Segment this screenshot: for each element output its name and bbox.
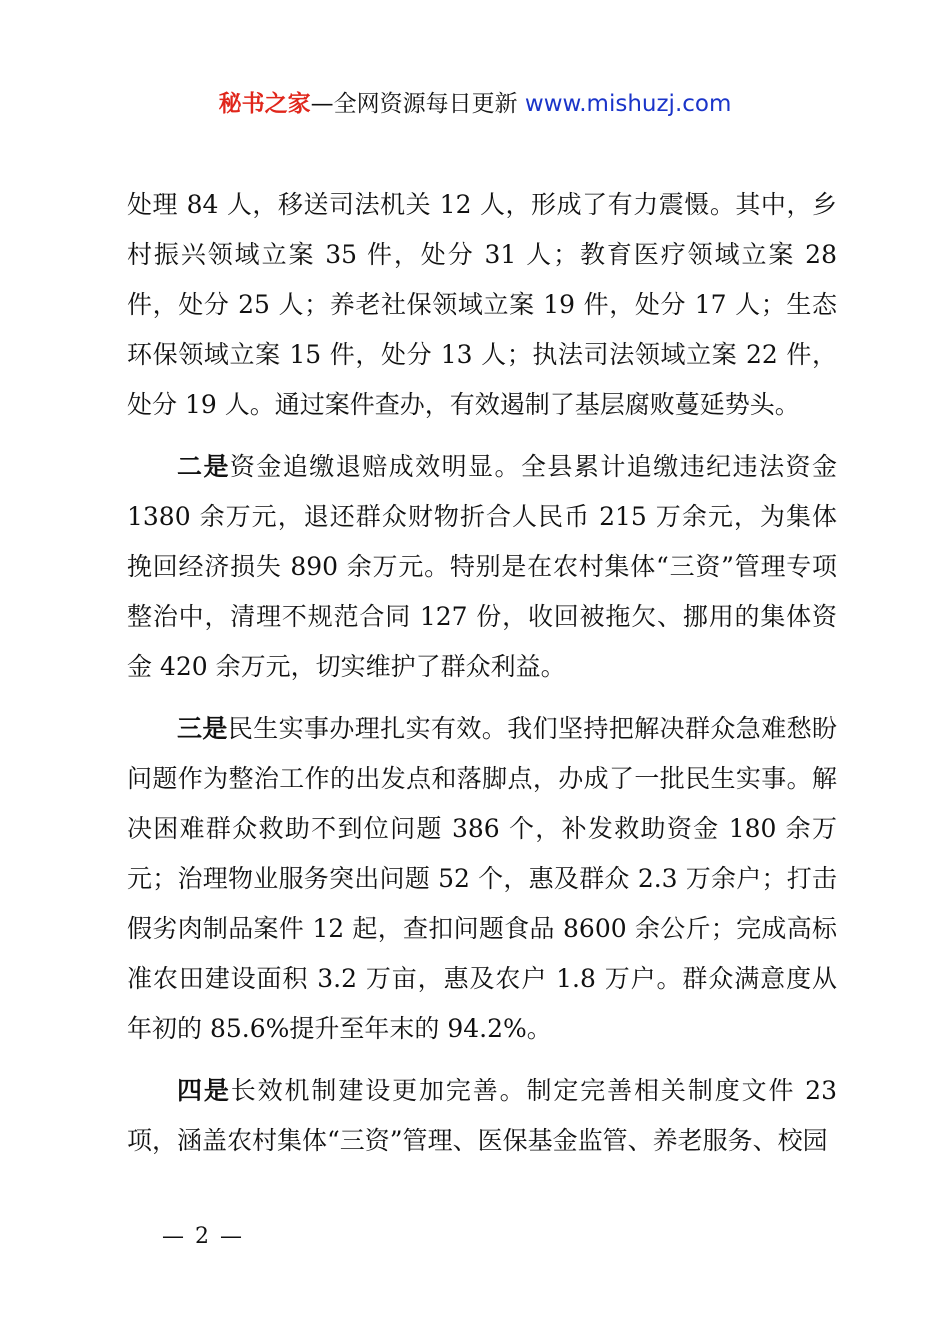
header-brand: 秘书之家 — [218, 91, 311, 117]
paragraph-4 — [127, 1066, 837, 1166]
paragraph-lead: 三是 — [177, 714, 228, 743]
paragraph-lead: 二是 — [177, 452, 230, 481]
paragraph-3 — [127, 704, 837, 1054]
paragraph-2 — [127, 442, 837, 692]
header-url-link[interactable]: www.mishuzj.com — [524, 91, 732, 117]
paragraph-text: 处理 84 人，移送司法机关 12 人，形成了有力震慑。其中，乡村振兴领域立案 35 件，处分 31 人；教育医疗领域立案 28 件，处分 25 人；养老社保领域立案 19 件，处分 17 人；生态环保领域立案 15 件，处分 13 人；执法司法领域立案 22 件，处分 19 人。通过案件查办，有效遏制了基层腐败蔓延势头。 — [127, 190, 837, 419]
document-body — [127, 180, 837, 1178]
paragraph-text: 资金追缴退赔成效明显。全县累计追缴违纪违法资金 1380 余万元，退还群众财物折合人民币 215 万余元，为集体挽回经济损失 890 余万元。特别是在农村集体“三资”管理专项整治中，清理不规范合同 127 份，收回被拖欠、挪用的集体资金 420 余万元，切实维护了群众利益。 — [127, 452, 837, 681]
site-header — [0, 86, 950, 122]
paragraph-text: 民生实事办理扎实有效。我们坚持把解决群众急难愁盼问题作为整治工作的出发点和落脚点，办成了一批民生实事。解决困难群众救助不到位问题 386 个，补发救助资金 180 余万元；治理物业服务突出问题 52 个，惠及群众 2.3 万余户；打击假劣肉制品案件 12 起，查扣问题食品 8600 余公斤；完成高标准农田建设面积 3.2 万亩，惠及农户 1.8 万户。群众满意度从年初的 85.6%提升至年末的 94.2%。 — [127, 714, 837, 1043]
header-tagline: —全网资源每日更新 — [310, 91, 525, 117]
paragraph-lead: 四是 — [177, 1076, 231, 1105]
paragraph-text: 长效机制建设更加完善。制定完善相关制度文件 23 项，涵盖农村集体“三资”管理、医保基金监管、养老服务、校园 — [127, 1076, 837, 1155]
paragraph-1 — [127, 180, 837, 430]
page-number: — 2 — — [162, 1224, 244, 1249]
